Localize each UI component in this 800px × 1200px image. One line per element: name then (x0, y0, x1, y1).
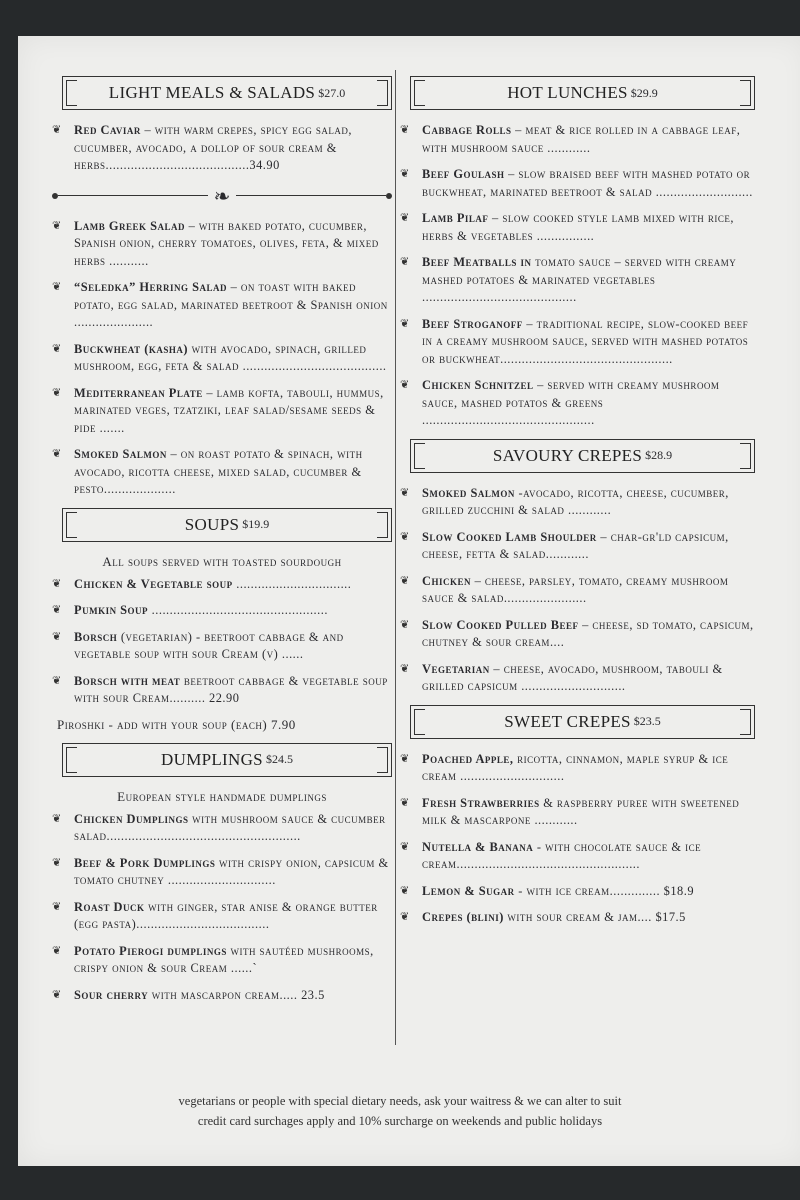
menu-item (52, 341, 392, 376)
leaf-icon: ❦ (52, 629, 62, 643)
item-description: – served with creamy mushroom sauce, mashed potatos & greens ................................................ (422, 378, 720, 427)
item-description: – slow cooked style lamb mixed with rice, herbs & vegetables ................ (422, 211, 734, 243)
item-name: Lamb Pilaf (422, 211, 489, 225)
item-name: Slow Cooked Lamb Shoulder (422, 529, 597, 544)
item-name: Potato Pierogi dumplings (74, 943, 227, 958)
piroshki-addon: Piroshki - add with your soup (each) 7.90 (57, 716, 296, 732)
item-name: Nutella & Banana (422, 839, 534, 854)
leaf-icon: ❦ (400, 751, 410, 765)
menu-item (52, 943, 392, 978)
item-name: Vegetarian (422, 661, 490, 676)
dumplings-price: $24.5 (265, 752, 293, 766)
menu-item (52, 576, 392, 594)
item-description: – cheese, parsley, tomato, creamy mushroom sauce & salad....................... (422, 573, 729, 605)
item-description: (vegetarian) - beetroot cabbage & and vegetable soup with sour Cream (v) ...... (74, 629, 344, 661)
light-meals-price: $27.0 (318, 85, 346, 100)
item-name: Smoked Salmon (74, 447, 167, 461)
leaf-icon: ❦ (400, 839, 410, 853)
leaf-icon: ❦ (400, 485, 410, 499)
menu-item (52, 602, 392, 620)
leaf-icon: ❦ (400, 883, 410, 897)
item-description: tomato sauce – served with creamy mashed potatoes & marinated vegetables ........................................... (422, 255, 737, 304)
savoury-crepes-banner (410, 439, 755, 473)
right-column (400, 70, 755, 936)
item-description: -avocado, ricotta, cheese, cucumber, grilled zucchini & salad ............ (422, 485, 729, 517)
column-divider (395, 70, 396, 1045)
scroll-ornament-icon: ❧ (213, 183, 231, 208)
menu-item (400, 909, 755, 927)
leaf-icon: ❦ (400, 378, 410, 391)
menu-item (400, 617, 755, 652)
light-meals-banner (62, 76, 392, 110)
leaf-icon: ❦ (52, 603, 62, 616)
item-description: & raspberry puree with sweetened milk & mascarpone ............ (422, 795, 740, 827)
item-name: Chicken Schnitzel (422, 378, 534, 392)
menu-item (52, 218, 392, 271)
leaf-icon: ❦ (400, 211, 410, 224)
item-description: with avocado, spinach, grilled mushroom, egg, feta & salad ........................................ (74, 341, 387, 373)
item-description: – slow braised beef with mashed potato or buckwheat, marinated beetroot & salad ........................... (422, 167, 753, 199)
item-description: – on roast potato & spinach, with avocado, ricotta cheese, mixed salad, cucumber & pesto.................... (74, 447, 363, 496)
item-description: ................................................. (148, 603, 328, 617)
leaf-icon: ❦ (400, 910, 410, 923)
item-name: Chicken (422, 573, 471, 588)
menu-item (52, 855, 392, 890)
item-description: – on toast with baked potato, egg salad, marinated beetroot & Spanish onion ...................... (74, 280, 388, 329)
flourish-line (58, 195, 208, 196)
item-description: with sour cream & jam.... $17.5 (503, 910, 686, 924)
leaf-icon: ❦ (400, 661, 410, 675)
leaf-icon: ❦ (400, 255, 410, 268)
item-description: – cheese, avocado, mushroom, tabouli & grilled capsicum ............................. (422, 661, 723, 693)
menu-item (400, 795, 755, 830)
item-description: with sautéed mushrooms, crispy onion & sour Cream ......` (74, 943, 374, 975)
item-name: Mediterranean Plate (74, 385, 203, 400)
leaf-icon: ❦ (52, 899, 62, 913)
soups-note: All soups served with toasted sourdough (102, 553, 342, 569)
dumplings-banner (62, 743, 392, 777)
item-name: Red Caviar (74, 123, 141, 137)
item-description: – cheese, sd tomato, capsicum, chutney & sour cream.... (422, 617, 754, 649)
item-description: ................................ (232, 576, 352, 591)
item-description: – meat & rice rolled in a cabbage leaf, with mushroom sauce ............ (422, 123, 741, 155)
item-name: Fresh Strawberries (422, 795, 540, 810)
hot-lunches-title: HOT LUNCHES (507, 83, 628, 102)
menu-item (52, 629, 392, 664)
dumplings-title: DUMPLINGS (161, 749, 263, 769)
sweet-crepes-banner (410, 705, 755, 739)
item-name: “Seledka” Herring Salad (74, 280, 228, 294)
menu-item (52, 811, 392, 846)
leaf-icon: ❦ (52, 385, 62, 399)
leaf-icon: ❦ (52, 987, 62, 1001)
leaf-icon: ❦ (400, 123, 410, 136)
menu-item (400, 839, 755, 874)
leaf-icon: ❦ (52, 673, 62, 687)
sweet-crepes-title: SWEET CREPES (504, 711, 631, 731)
footer-dietary-note: vegetarians or people with special dietary needs, ask your waitress & we can alter to suit (178, 1094, 622, 1108)
item-name: Roast Duck (74, 899, 145, 914)
menu-item (400, 254, 755, 307)
leaf-icon: ❦ (400, 167, 410, 180)
menu-item (400, 751, 755, 786)
menu-item (400, 529, 755, 564)
item-description: – traditional recipe, slow-cooked beef in a creamy mushroom sauce, served with mashed potatos or buckwheat................................................ (422, 316, 749, 366)
leaf-icon: ❦ (52, 123, 62, 136)
item-description: - with chocolate sauce & ice cream................................................... (422, 839, 702, 871)
leaf-icon: ❦ (52, 855, 62, 869)
item-name: Borsch with meat (74, 673, 181, 688)
item-description: with ginger, star anise & orange butter (egg pasta)..................................... (74, 899, 378, 931)
leaf-icon: ❦ (400, 529, 410, 543)
flourish-dot (386, 193, 392, 199)
item-name: Beef Stroganoff (422, 316, 523, 331)
soups-title: SOUPS (184, 514, 240, 534)
item-name: Chicken & Vegetable soup (74, 576, 233, 591)
item-name: Chicken Dumplings (74, 811, 189, 826)
leaf-icon: ❦ (52, 218, 62, 232)
menu-item (52, 446, 392, 499)
sweet-crepes-price: $23.5 (633, 714, 661, 728)
leaf-icon: ❦ (52, 447, 62, 460)
leaf-icon: ❦ (52, 943, 62, 957)
item-description: with mascarpon cream..... 23.5 (148, 987, 325, 1002)
menu-item (400, 661, 755, 696)
soups-price: $19.9 (242, 517, 270, 531)
item-name: Beef Goulash (422, 167, 505, 181)
left-column (52, 70, 392, 1013)
leaf-icon: ❦ (52, 280, 62, 293)
item-description: – with warm crepes, spicy egg salad, cucumber, avocado, a dollop of sour cream & herbs........................................34.90 (74, 123, 352, 172)
soups-banner (62, 508, 392, 542)
leaf-icon: ❦ (400, 316, 410, 330)
menu-item (400, 883, 755, 901)
item-description: with crispy onion, capsicum & tomato chutney .............................. (74, 855, 389, 887)
menu-item (400, 573, 755, 608)
menu-item (400, 122, 755, 157)
item-description: with mushroom sauce & cucumber salad...................................................... (74, 811, 386, 843)
flourish-divider (52, 184, 392, 208)
hot-lunches-price: $29.9 (630, 85, 658, 100)
item-name: Lamb Greek Salad (74, 218, 185, 233)
flourish-line (236, 195, 386, 196)
menu-item (400, 166, 755, 201)
savoury-crepes-title: SAVOURY CREPES (492, 445, 643, 465)
item-name: Cabbage Rolls (422, 123, 512, 137)
leaf-icon: ❦ (52, 811, 62, 825)
leaf-icon: ❦ (52, 341, 62, 355)
item-name: Lemon & Sugar (422, 883, 515, 898)
item-name: Borsch (74, 629, 118, 644)
item-description: beetroot cabbage & vegetable soup with sour Cream.......... 22.90 (74, 673, 388, 705)
item-description: ricotta, cinnamon, maple syrup & ice cream ............................. (422, 751, 729, 783)
item-name: Pumkin Soup (74, 603, 149, 617)
footer-surcharge-note: credit card surchages apply and 10% surcharge on weekends and public holidays (197, 1114, 603, 1128)
item-name: Poached Apple, (422, 751, 514, 766)
leaf-icon: ❦ (52, 576, 62, 590)
menu-item (52, 987, 392, 1005)
menu-item (400, 210, 755, 245)
item-name: Crepes (blini) (422, 910, 504, 924)
menu-item (52, 899, 392, 934)
item-name: Slow Cooked Pulled Beef (422, 617, 579, 632)
light-meals-title: LIGHT MEALS & SALADS (108, 83, 316, 102)
item-name: Beef & Pork Dumplings (74, 855, 216, 870)
item-description: – lamb kofta, tabouli, hummus, marinated veges, tzatziki, leaf salad/sesame seeds & pide ....... (74, 385, 384, 435)
item-name: Smoked Salmon (422, 485, 515, 500)
menu-item (52, 279, 392, 332)
leaf-icon: ❦ (400, 617, 410, 631)
leaf-icon: ❦ (400, 795, 410, 809)
menu-item (52, 673, 392, 708)
leaf-icon: ❦ (400, 573, 410, 587)
item-description: – with baked potato, cucumber, Spanish onion, cherry tomatoes, olives, feta, & mixed herbs ........... (74, 218, 379, 268)
item-description: - with ice cream.............. $18.9 (514, 883, 695, 898)
menu-item (400, 377, 755, 430)
menu-item (52, 385, 392, 438)
item-name: Sour cherry (74, 987, 149, 1002)
hot-lunches-banner (410, 76, 755, 110)
item-name: Buckwheat (kasha) (74, 341, 188, 356)
menu-item (400, 316, 755, 369)
menu-item (52, 122, 392, 175)
menu-item (400, 485, 755, 520)
dumplings-note: European style handmade dumplings (117, 788, 327, 804)
savoury-crepes-price: $28.9 (645, 448, 673, 462)
item-name: Beef Meatballs in (422, 255, 532, 269)
item-description: – char-gr'ld capsicum, cheese, fetta & salad............ (422, 529, 729, 561)
